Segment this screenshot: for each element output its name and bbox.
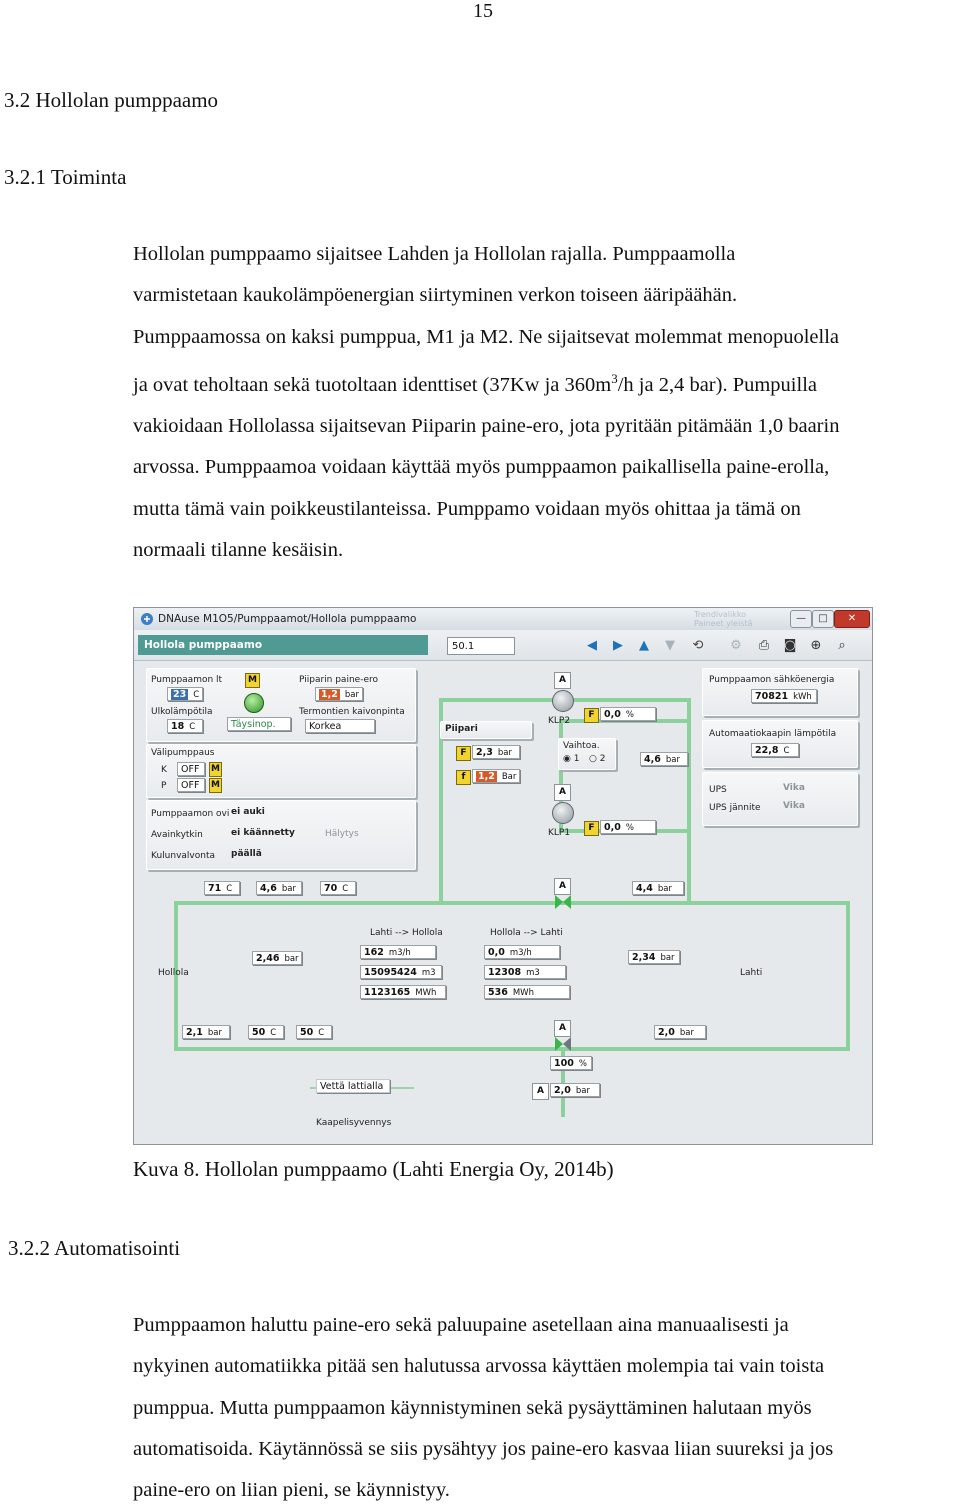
minimize-button[interactable]: — [790, 610, 812, 628]
label: Hollola [158, 968, 189, 978]
up-arrow-icon[interactable]: ▲ [639, 638, 649, 653]
back-arrow-icon[interactable]: ◀ [587, 638, 597, 653]
value-box: 0,0 m3/h [484, 945, 560, 959]
label: Kulunvalvonta [151, 851, 215, 861]
value-box: 2,1 bar [182, 1025, 230, 1039]
faded-title: Trendivalikko Paineet yleistä [694, 610, 753, 628]
a-indicator: A [532, 1083, 549, 1100]
para-line: varmistetaan kaukolämpöenergian siirtyminen verkon toiseen ääripäähän. [133, 284, 738, 307]
value-box: 15095424 m3 [360, 965, 442, 979]
print-icon[interactable]: ⎙ [758, 638, 770, 653]
f-indicator: f [456, 770, 471, 785]
forward-arrow-icon[interactable]: ▶ [613, 638, 623, 653]
label: Lahti --> Hollola [370, 928, 443, 938]
window-titlebar [134, 608, 872, 631]
history-icon[interactable]: ⟲ [692, 638, 704, 653]
value: Vika [783, 783, 805, 793]
panel-valipumppaus [146, 744, 416, 798]
label: Pumppaamon lt [151, 675, 223, 685]
down-arrow-icon[interactable]: ▼ [665, 638, 675, 653]
close-button[interactable]: ✕ [834, 610, 870, 628]
para-line: vakioidaan Hollolassa sijaitsevan Piiparin paine-ero, jota pyritään pitämään 1,0 baarin [133, 415, 840, 438]
control-valve-icon[interactable] [555, 1037, 571, 1051]
value: päällä [231, 849, 262, 859]
label: Piipari [445, 724, 478, 734]
label: Hollola --> Lahti [490, 928, 563, 938]
window-title: DNAuse M1O5/Pumppaamot/Hollola pumppaamo [158, 613, 417, 625]
value-box: 0,0 % [600, 820, 656, 834]
pump-klp2-icon[interactable] [552, 690, 574, 712]
pipe [846, 901, 850, 1051]
value-box: 18 C [167, 719, 203, 733]
status-box: Korkea [305, 719, 375, 733]
label: Kaapelisyvennys [316, 1118, 392, 1128]
para-line: Pumppaamossa on kaksi pumppua, M1 ja M2. Ne sijaitsevat molemmat menopuolella [133, 325, 839, 348]
para-line: normaali tilanne kesäisin. [133, 538, 344, 561]
value-box: OFF [177, 762, 205, 776]
m-indicator: M [209, 762, 222, 777]
label: Vaihtoa. [563, 741, 600, 751]
para-line: ja ovat teholtaan sekä tuotoltaan identtiset (37Kw ja $360m^3/h$ ja 2,4 bar). Pumpuilla [133, 370, 817, 396]
value: ei auki [231, 807, 265, 817]
paragraph-automatisointi [133, 1305, 959, 1511]
label: KLP2 [548, 716, 571, 726]
status-box: Vettä lattialla [316, 1079, 390, 1093]
f-indicator: F [584, 821, 599, 836]
label: P [161, 781, 167, 791]
value: ei käännetty [231, 828, 295, 838]
para-line: automatisoida. Käytännössä se siis pysähtyy jos paine-ero kasvaa liian suureksi ja jos [133, 1437, 834, 1460]
figure-caption: Kuva 8. Hollolan pumppaamo (Lahti Energia Oy, 2014b) [133, 1157, 614, 1181]
f-indicator: F [456, 746, 471, 761]
para-line: Pumppaamon haluttu paine-ero sekä paluupaine asetellaan aina manuaalisesti ja [133, 1314, 789, 1336]
camera-icon[interactable]: ◙ [783, 638, 797, 653]
maximize-button[interactable]: □ [812, 610, 834, 628]
label: Automaatiokaapin lämpötila [709, 729, 837, 739]
label: Piiparin paine-ero [299, 675, 378, 685]
panel-ups [702, 772, 858, 826]
heading-3-2-1: 3.2.1 Toiminta [4, 165, 127, 189]
value-box: 2,34 bar [628, 950, 680, 964]
value-box: 0,0 % [600, 707, 656, 721]
value-box: 536 MWh [484, 985, 570, 999]
bypass-valve-icon[interactable] [555, 895, 571, 909]
value-box: 50 C [248, 1025, 284, 1039]
label: KLP1 [548, 828, 571, 838]
panel-sahkoenergia [702, 668, 858, 716]
label: UPS jännite [709, 803, 761, 813]
radio-1[interactable]: ◉ 1 [563, 754, 580, 764]
value-box: 71 C [204, 881, 240, 895]
page-number: 15 [473, 0, 493, 22]
panel-kulunvalvonta [146, 800, 416, 870]
value-box: 2,3 bar [472, 745, 520, 759]
zoom-icon[interactable]: ⊕ [810, 638, 822, 653]
value-box: 1,2 Bar [472, 769, 520, 783]
pipe [174, 1047, 850, 1051]
scada-screenshot [133, 607, 873, 1145]
status-box: Täysinop. [227, 717, 291, 731]
tab-hollola-pumppaamo[interactable]: Hollola pumppaamo [138, 635, 428, 655]
para-line: pumppua. Mutta pumppaamon käynnistyminen sekä pysäyttäminen halutaan myös [133, 1396, 812, 1419]
panel-piipari [440, 721, 532, 739]
value-box: 4,4 bar [632, 881, 684, 895]
pipe [174, 901, 850, 905]
label: K [161, 765, 167, 775]
value-box: 162 m3/h [360, 945, 436, 959]
value-box: 4,6 bar [640, 752, 688, 766]
a-indicator: A [554, 672, 571, 689]
pump-motor-icon [244, 693, 264, 713]
heading-3-2: 3.2 Hollolan pumppaamo [4, 88, 219, 112]
value-box: OFF [177, 778, 205, 792]
pump-klp1-icon[interactable] [552, 802, 574, 824]
value-box: 12308 m3 [484, 965, 566, 979]
para-line: arvossa. Pumppaamoa voidaan käyttää myös pumppaamon paikallisella paine-erolla, [133, 456, 830, 479]
para-line: Hollolan pumppaamo sijaitsee Lahden ja Hollolan rajalla. Pumppaamolla [133, 243, 736, 265]
label: Termontien kaivonpinta [299, 707, 405, 717]
a-indicator: A [554, 1020, 571, 1037]
value-box: 2,0 bar [550, 1083, 600, 1097]
value-box: 100 % [550, 1056, 592, 1070]
label: Ulkolämpötila [151, 707, 213, 717]
value-box: 4,6 bar [256, 881, 302, 895]
value-box: 1123165 MWh [360, 985, 446, 999]
toolbar [134, 630, 872, 661]
label: Pumppaamon ovi [151, 809, 230, 819]
label: Hälytys [325, 829, 359, 839]
paragraph-toiminta [133, 234, 959, 571]
f-indicator: F [584, 708, 599, 723]
panel-lampotilat [146, 668, 416, 742]
value-box: 1,2 bar [315, 687, 363, 701]
value-box: 22,8 C [751, 743, 799, 757]
para-line: paine-ero on liian pieni, se käynnistyy. [133, 1479, 450, 1502]
search-icon[interactable]: ⌕ [838, 638, 846, 653]
a-indicator: A [554, 878, 571, 895]
a-indicator: A [554, 784, 571, 801]
app-icon [140, 612, 154, 626]
value-box: 70821 kWh [751, 689, 817, 703]
label: Pumppaamon sähköenergia [709, 675, 835, 685]
para-line: nykyinen automatiikka pitää sen halutussa arvossa käyttäen molempia tai vain toista [133, 1355, 825, 1378]
pipe [687, 698, 691, 903]
label: Lahti [740, 968, 763, 978]
value: Vika [783, 801, 805, 811]
label: Välipumppaus [151, 748, 215, 758]
heading-3-2-2: 3.2.2 Automatisointi [8, 1236, 181, 1260]
value-box: 23 C [167, 687, 203, 701]
panel-kaappi [702, 720, 858, 768]
para-line: mutta tämä vain poikkeustilanteissa. Pumppamo voidaan myös ohittaa ja tämä on [133, 497, 801, 520]
panel-vaihtoa [558, 738, 616, 770]
value-box: 70 C [320, 881, 356, 895]
value-box: 2,0 bar [654, 1025, 706, 1039]
m-indicator: M [245, 673, 260, 688]
radio-2[interactable]: ○ 2 [589, 754, 606, 764]
value-box: 2,46 bar [252, 951, 302, 965]
label: UPS [709, 785, 727, 795]
nav-input[interactable]: 50.1 [447, 637, 515, 655]
label: Avainkytkin [151, 830, 203, 840]
settings-icon[interactable]: ⚙ [730, 638, 742, 653]
value-box: 50 C [296, 1025, 332, 1039]
m-indicator: M [209, 778, 222, 793]
